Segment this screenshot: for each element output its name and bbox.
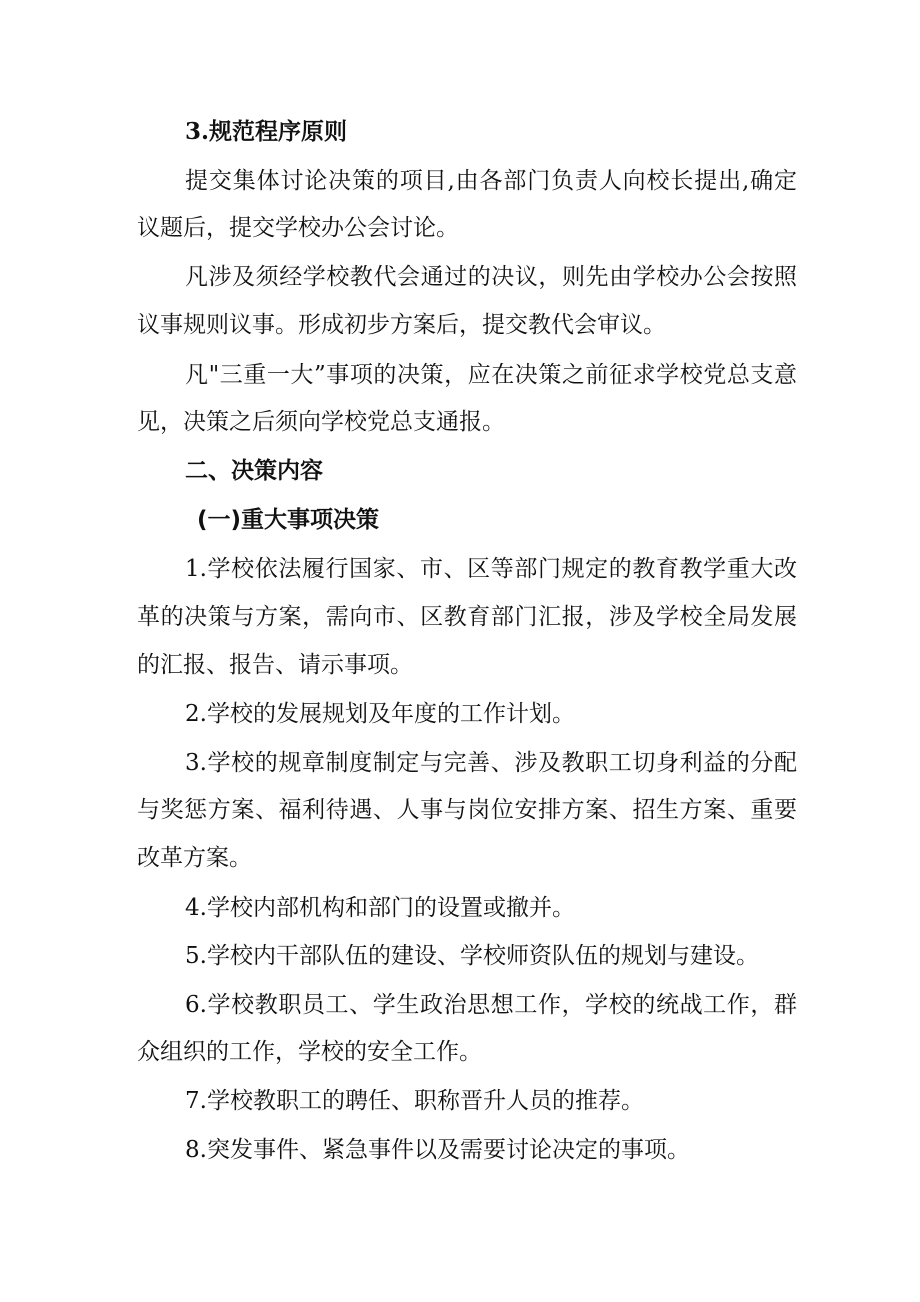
section-3-heading: 3.规范程序原则 — [185, 118, 348, 145]
paragraph-3-line-2: 见，决策之后须向学校党总支通报。 — [137, 409, 505, 435]
item-1-line-2: 革的决策与方案，需向市、区教育部门汇报，涉及学校全局发展 — [137, 604, 797, 630]
subsection-1-heading: (一)重大事项决策 — [197, 507, 380, 533]
item-3-line-1: 3.学校的规章制度制定与完善、涉及教职工切身利益的分配 — [185, 750, 797, 776]
item-4-line-1: 4.学校内部机构和部门的设置或撤并。 — [185, 895, 575, 921]
item-8-line-1: 8.突发事件、紧急事件以及需要讨论决定的事项。 — [185, 1137, 690, 1163]
paragraph-2-line-1: 凡涉及须经学校教代会通过的决议，则先由学校办公会按照 — [185, 264, 797, 290]
item-6-line-2: 众组织的工作，学校的安全工作。 — [137, 1039, 482, 1065]
item-5-line-1: 5.学校内干部队伍的建设、学校师资队伍的规划与建设。 — [185, 943, 759, 969]
paragraph-1-line-1: 提交集体讨论决策的项目,由各部门负责人向校长提出,确定 — [185, 168, 797, 194]
paragraph-3-line-1: 凡"三重一大”事项的决策，应在决策之前征求学校党总支意 — [185, 362, 797, 388]
paragraph-1-line-2: 议题后，提交学校办公会讨论。 — [137, 215, 459, 241]
item-1-line-3: 的汇报、报告、请示事项。 — [137, 652, 413, 678]
item-2-line-1: 2.学校的发展规划及年度的工作计划。 — [185, 701, 575, 727]
item-7-line-1: 7.学校教职工的聘任、职称晋升人员的推荐。 — [185, 1088, 644, 1114]
item-1-line-1: 1.学校依法履行国家、市、区等部门规定的教育教学重大改 — [185, 556, 797, 582]
paragraph-2-line-2: 议事规则议事。形成初步方案后，提交教代会审议。 — [137, 312, 666, 338]
item-3-line-2: 与奖惩方案、福利待遇、人事与岗位安排方案、招生方案、重要 — [137, 797, 797, 823]
section-2-heading: 二、决策内容 — [185, 458, 323, 484]
item-3-line-3: 改革方案。 — [137, 845, 252, 871]
item-6-line-1: 6.学校教职员工、学生政治思想工作，学校的统战工作，群 — [185, 992, 797, 1018]
